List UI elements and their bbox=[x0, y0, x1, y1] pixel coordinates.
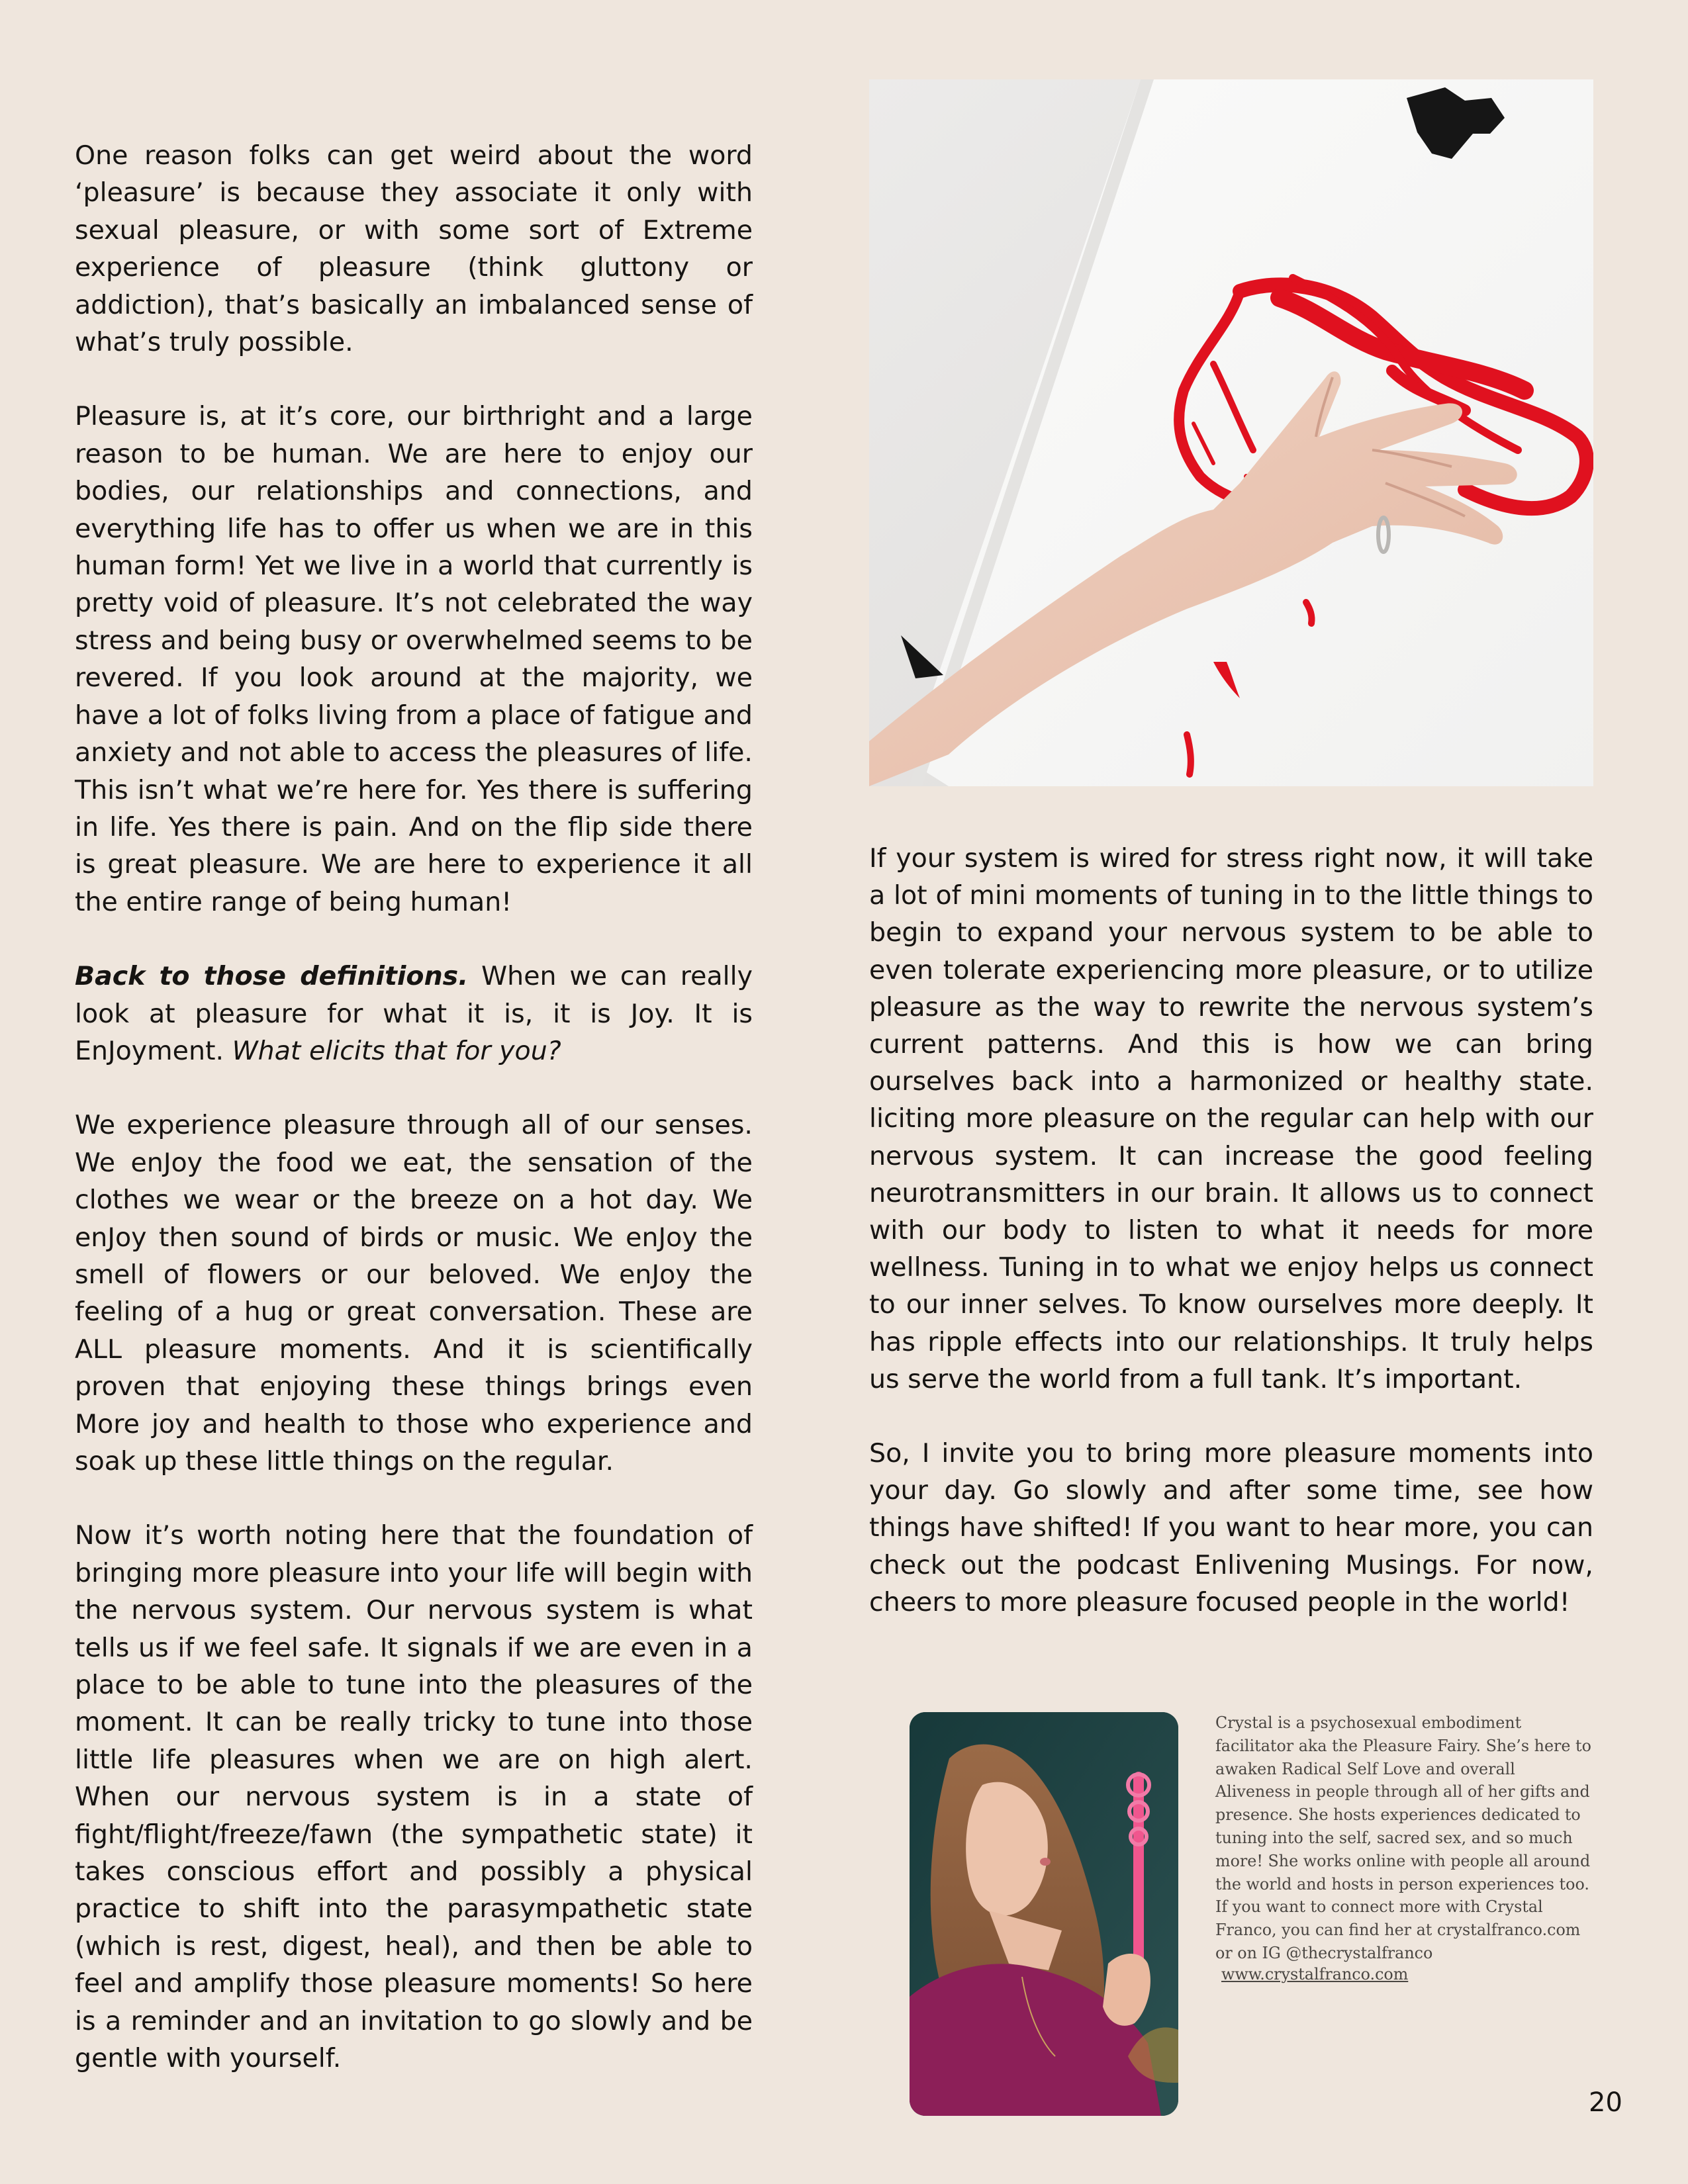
page-number: 20 bbox=[1589, 2087, 1622, 2118]
lips bbox=[1040, 1858, 1051, 1866]
left-paragraph-3 bbox=[75, 958, 753, 1069]
hero-photo-illustration bbox=[869, 79, 1593, 786]
left-column bbox=[75, 137, 753, 2115]
left-paragraph-2: Pleasure is, at it’s core, our birthright and a large reason to be human. We are here to enjoy our bodies, our relationships and connections, and everything life has to offer us when we are in this human form! Yet we live in a world that currently is pretty void of pleasure. It’s not celebrated the way stress and being busy or overwhelmed seems to be revered. If you look around at the majority, we have a lot of folks living from a place of fatigue and anxiety and not able to access the pleasures of life. This isn’t what we’re here for. Yes there is suffering in life. Yes there is pain. And on the flip side there is great pleasure. We are here to experience it all the entire range of being human! bbox=[75, 401, 753, 917]
author-website-link[interactable]: www.crystalfranco.com bbox=[1221, 1965, 1409, 1983]
right-paragraph-1: If your system is wired for stress right now, it will take a lot of mini moments of tuning in to the little things to begin to expand your nervous system to be able to even tolerate experiencing more pleasure, or to utilize pleasure as the way to rewrite the nervous system’s current patterns. And this is how we can bring ourselves back into a harmonized or healthy state. liciting more pleasure on the regular can help with our nervous system. It can increase the good feeling neurotransmitters in our brain. It allows us to connect with our body to listen to what it needs for more wellness. Tuning in to what we enjoy helps us connect to our inner selves. To know ourselves more deeply. It has ripple effects into our relationships. It truly helps us serve the world from a full tank. It’s important. bbox=[869, 843, 1593, 1394]
author-photo bbox=[910, 1712, 1178, 2116]
right-column bbox=[869, 840, 1593, 1658]
left-paragraph-4: We experience pleasure through all of our senses. We enJoy the food we eat, the sensation of the clothes we wear or the breeze on a hot day. We enJoy then sound of birds or music. We enJoy the smell of flowers or our beloved. We enJoy the feeling of a hug or great conversation. These are ALL pleasure moments. And it is scientifically proven that enjoying these things brings even More joy and health to those who experience and soak up these little things on the regular. bbox=[75, 1110, 753, 1477]
author-bio bbox=[1215, 1711, 1594, 1965]
definitions-question: What elicits that for you? bbox=[232, 1035, 561, 1066]
author-photo-illustration bbox=[910, 1712, 1178, 2116]
left-paragraph-1: One reason folks can get weird about the word ‘pleasure’ is because they associate it only with sexual pleasure, or with some sort of Extreme experience of pleasure (think gluttony or addiction), that’s basically an imbalanced sense of what’s truly possible. bbox=[75, 140, 753, 358]
definitions-lead: Back to those definitions. bbox=[75, 961, 469, 992]
right-paragraph-2: So, I invite you to bring more pleasure moments into your day. Go slowly and after some time, see how things have shifted! If you want to hear more, you can check out the podcast Enlivening Musings. For now, cheers to more pleasure focused people in the world! bbox=[869, 1438, 1593, 1617]
author-bio-text: Crystal is a psychosexual embodiment facilitator aka the Pleasure Fairy. She’s here to awaken Radical Self Love and overall Aliveness in people through all of her gifts and presence. She hosts experiences dedicated to tuning into the self, sacred sex, and so much more! She works online with people all around the world and hosts in person experiences too. If you want to connect more with Crystal Franco, you can find her at crystalfranco.com or on IG @thecrystalfranco bbox=[1215, 1713, 1591, 1962]
paint-drip-small bbox=[1187, 735, 1191, 774]
hero-photo-hand-painting bbox=[869, 79, 1593, 786]
definitions-body: When we can really look at pleasure for what it is, it is Joy. It is EnJoyment. bbox=[75, 961, 753, 1066]
left-paragraph-5: Now it’s worth noting here that the foundation of bringing more pleasure into your life will begin with the nervous system. Our nervous system is what tells us if we feel safe. It signals if we are even in a place to be able to tune into the pleasures of the moment. It can be really tricky to tune into those little life pleasures when we are on high alert. When our nervous system is in a state of fight/flight/freeze/fawn (the sympathetic state) it takes conscious effort and possibly a physical practice to shift into the parasympathetic state (which is rest, digest, heal), and then be able to feel and amplify those pleasure moments! So here is a reminder and an invitation to go slowly and be gentle with yourself. bbox=[75, 1520, 753, 2074]
